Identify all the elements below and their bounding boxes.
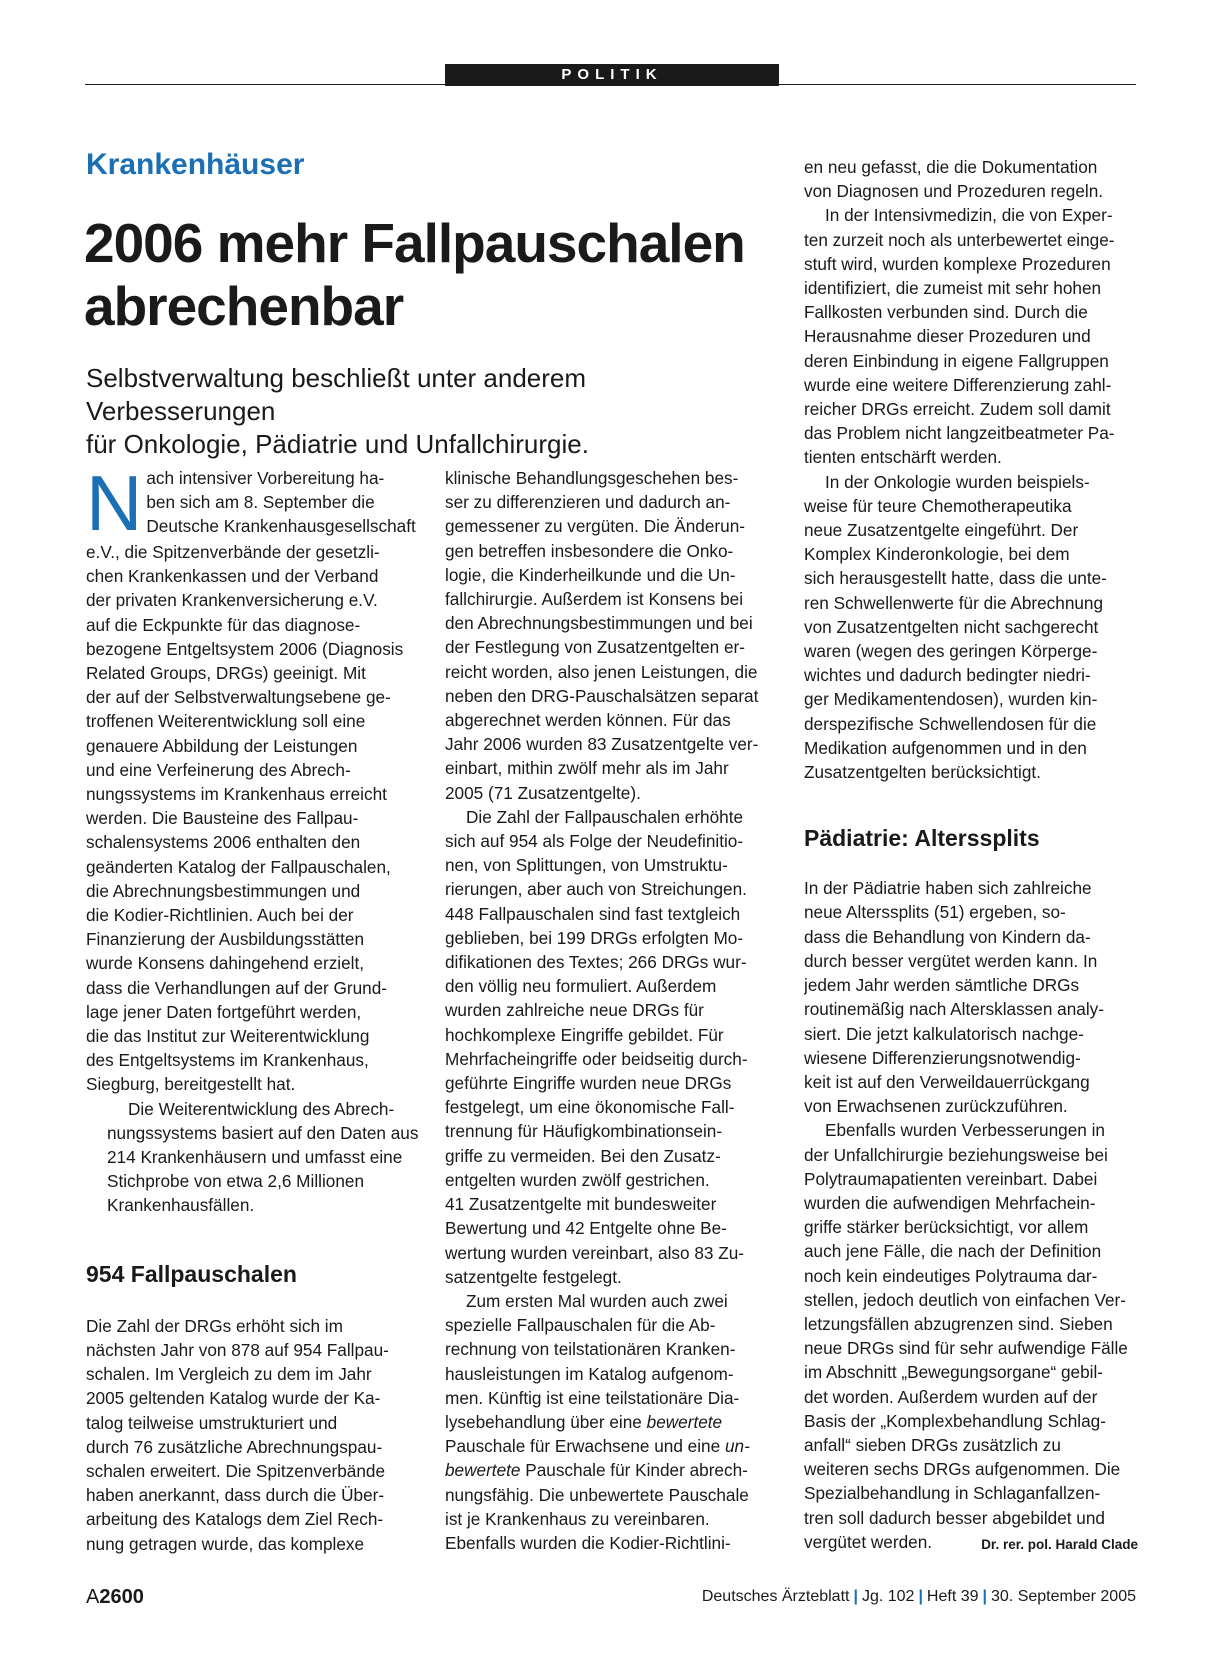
text-line: wertung wurden vereinbart, also 83 Zu-	[445, 1242, 745, 1263]
text-line: Mehrfacheingriffe oder beidseitig durch-	[445, 1048, 748, 1069]
text-line: der auf der Selbstverwaltungsebene ge-	[86, 687, 391, 708]
paragraph	[804, 470, 1138, 785]
text-line: ren Schwellenwerte für die Abrechnung	[804, 592, 1104, 613]
text-line: der Festlegung von Zusatzentgelten er-	[445, 637, 746, 658]
text-line: der privaten Krankenversicherung e.V.	[86, 590, 378, 611]
text-line: nungssystems basiert auf den Daten aus	[107, 1122, 419, 1143]
text-line: gen betreffen insbesondere die Onko-	[445, 540, 734, 561]
text-line: letzungsfällen abzugrenzen sind. Sieben	[804, 1313, 1113, 1334]
text-line: der Unfallchirurgie beziehungsweise bei	[804, 1144, 1108, 1165]
text-line: troffenen Weiterentwicklung soll eine	[86, 711, 366, 732]
text-line: weise für teure Chemotherapeutika	[804, 495, 1072, 516]
text-line: fallchirurgie. Außerdem ist Konsens bei	[445, 589, 744, 610]
text-line: talog teilweise umstrukturiert und	[86, 1412, 338, 1433]
text-line: haben anerkannt, dass durch die Über-	[86, 1485, 385, 1506]
subheading: 954 Fallpauschalen	[86, 1260, 297, 1287]
text-line: trennung für Häufigkombinationsein-	[445, 1121, 723, 1142]
text-line: von Zusatzentgelten nicht sachgerecht	[804, 616, 1099, 637]
text-line: im Abschnitt „Bewegungsorgane“ gebil-	[804, 1362, 1104, 1383]
text-line: dass die Verhandlungen auf der Grund-	[86, 977, 387, 998]
text-line: neue Zusatzentgelte eingeführt. Der	[804, 520, 1079, 541]
text-line: In der Intensivmedizin, die von Exper-	[825, 205, 1113, 226]
journal-date: 30. September 2005	[991, 1588, 1136, 1605]
text-line: spezielle Fallpauschalen für die Ab-	[445, 1315, 716, 1336]
text-line: 214 Krankenhäusern und umfasst eine	[107, 1147, 403, 1168]
text-line: Spezialbehandlung in Schlaganfallzen-	[804, 1483, 1101, 1504]
text-line: die Kodier-Richtlinien. Auch bei der	[86, 905, 354, 926]
text-line: dass die Behandlung von Kindern da-	[804, 926, 1091, 947]
emphasis: un-	[724, 1436, 750, 1457]
text-line: wichtes und dadurch bedingter niedri-	[804, 665, 1091, 686]
text-line: 2005 geltenden Katalog wurde der Ka-	[86, 1388, 381, 1409]
text-line: siert. Die jetzt kalkulatorisch nachge-	[804, 1023, 1084, 1044]
text-line: nungsfähig. Die unbewertete Pauschale	[445, 1484, 749, 1505]
text-line: Herausnahme dieser Prozeduren und	[804, 326, 1091, 347]
text-line: klinische Behandlungsgeschehen bes-	[445, 468, 739, 488]
text-line: tienten entschärft werden.	[804, 447, 1002, 468]
article-subtitle	[86, 362, 766, 461]
emphasis: bewertete	[445, 1460, 521, 1481]
text-line: nung getragen wurde, das komplexe	[86, 1533, 365, 1554]
text-line: durch 76 zusätzliche Abrechnungspau-	[86, 1436, 383, 1457]
text-line: rierungen, aber auch von Streichungen.	[445, 879, 747, 900]
text-line: stellen, jedoch deutlich von einfachen Ver-	[804, 1289, 1126, 1310]
text-line: nungssystems im Krankenhaus erreicht	[86, 784, 387, 805]
text-line: logie, die Kinderheilkunde und die Un-	[445, 564, 736, 585]
text-line: ist je Krankenhaus zu vereinbaren.	[445, 1508, 710, 1529]
text-line: derspezifische Schwellendosen für die	[804, 713, 1097, 734]
text-line: Polytraumapatienten vereinbart. Dabei	[804, 1168, 1098, 1189]
line-group	[86, 540, 420, 1097]
text-line: den völlig neu formuliert. Außerdem	[445, 976, 717, 997]
section-label: POLITIK	[445, 64, 779, 86]
text-line: Komplex Kinderonkologie, bei dem	[804, 544, 1070, 565]
page-number: A2600	[86, 1586, 144, 1608]
article-column-1	[86, 459, 420, 1556]
text-line: nen, von Splittungen, von Umstruktu-	[445, 855, 728, 876]
text-line: einbart, mithin zwölf mehr als im Jahr	[445, 758, 729, 779]
text-line: Related Groups, DRGs) geeinigt. Mit	[86, 663, 366, 684]
text-line: Jahr 2006 wurden 83 Zusatzentgelte ver-	[445, 734, 759, 755]
text-line: men. Künftig ist eine teilstationäre Dia-	[445, 1387, 740, 1408]
text-line: festgelegt, um eine ökonomische Fall-	[445, 1097, 735, 1118]
text-line: Siegburg, bereitgestellt hat.	[86, 1074, 296, 1095]
text-line: keit ist auf den Verweildauerrückgang	[804, 1071, 1090, 1092]
text-line: neue DRGs sind für sehr aufwendige Fälle	[804, 1338, 1128, 1359]
author-signature: Dr. rer. pol. Harald Clade	[981, 1536, 1138, 1552]
text-line: griffe stärker berücksichtigt, vor allem	[804, 1217, 1089, 1238]
text-line: wurden zahlreiche neue DRGs für	[445, 1000, 704, 1021]
text-line: reicht worden, also jenen Leistungen, die	[445, 661, 758, 682]
text-line: schalensystems 2006 enthalten den	[86, 832, 361, 853]
text-line: en neu gefasst, die die Dokumentation	[804, 157, 1098, 177]
text-line: geänderten Katalog der Fallpauschalen,	[86, 856, 391, 877]
paragraph	[445, 1289, 779, 1555]
text-line: hochkomplexe Eingriffe gebildet. Für	[445, 1024, 724, 1045]
paragraph	[804, 203, 1138, 469]
text-line: weiteren sechs DRGs aufgenommen. Die	[804, 1459, 1121, 1480]
article-column-3	[804, 155, 1138, 1557]
journal-name: Deutsches Ärzteblatt	[701, 1588, 850, 1605]
text-line: nächsten Jahr von 878 auf 954 Fallpau-	[86, 1339, 389, 1360]
text-line: die Abrechnungsbestimmungen und	[86, 880, 361, 901]
paragraph	[804, 155, 1138, 203]
text-line: Ebenfalls wurden Verbesserungen in	[825, 1120, 1105, 1141]
paragraph	[804, 1118, 1138, 1529]
paragraph	[86, 1097, 420, 1218]
subtitle-line: für Onkologie, Pädiatrie und Unfallchirurgie.	[86, 429, 589, 459]
text-line: den Abrechnungsbestimmungen und bei	[445, 613, 753, 634]
text-line: ten zurzeit noch als unterbewertet einge-	[804, 229, 1115, 250]
text-line: routinemäßig nach Altersklassen analy-	[804, 999, 1104, 1020]
text-line: 448 Fallpauschalen sind fast textgleich	[445, 903, 741, 924]
headline-line: 2006 mehr Fallpauschalen	[84, 212, 745, 274]
text-line: 41 Zusatzentgelte mit bundesweiter	[445, 1194, 717, 1215]
text-line: chen Krankenkassen und der Verband	[86, 566, 379, 587]
text-line: bewertete Pauschale für Kinder abrech-	[445, 1460, 748, 1481]
text-line: arbeitung des Katalogs dem Ziel Rech-	[86, 1509, 384, 1530]
text-line: schalen erweitert. Die Spitzenverbände	[86, 1460, 386, 1481]
journal-issue: Heft 39	[926, 1588, 979, 1605]
paragraph	[86, 1314, 420, 1556]
text-line: Die Zahl der Fallpauschalen erhöhte	[466, 806, 744, 827]
text-line: Bewertung und 42 Entgelte ohne Be-	[445, 1218, 727, 1239]
line-group	[445, 1289, 779, 1410]
text-line: Deutsche Krankenhausgesellschaft	[146, 516, 416, 537]
emphasis: bewertete	[646, 1411, 723, 1432]
text-line: Medikation aufgenommen und in den	[804, 737, 1087, 758]
text-line: In der Pädiatrie haben sich zahlreiche	[804, 878, 1092, 899]
text-line: lage jener Daten fortgeführt werden,	[86, 1001, 362, 1022]
text-line: Basis der „Komplexbehandlung Schlag-	[804, 1410, 1106, 1431]
text-line: und eine Verfeinerung des Abrech-	[86, 759, 351, 780]
text-line: stuft wird, wurden komplexe Prozeduren	[804, 253, 1111, 274]
article-column-2	[445, 466, 779, 1555]
text-line: entgelten wurden zwölf gestrichen.	[445, 1169, 710, 1190]
text-line: reicher DRGs erreicht. Zudem soll damit	[804, 399, 1111, 420]
text-line: von Erwachsenen zurückzuführen.	[804, 1096, 1068, 1117]
text-line: auf die Eckpunkte für das diagnose-	[86, 614, 361, 635]
text-line: griffe zu vermeiden. Bei den Zusatz-	[445, 1145, 721, 1166]
text-line: von Diagnosen und Prozeduren regeln.	[804, 181, 1104, 202]
subheading: Pädiatrie: Alterssplits	[804, 825, 1040, 852]
text-line: Die Zahl der DRGs erhöht sich im	[86, 1315, 343, 1336]
text-line: anfall“ sieben DRGs zusätzlich zu	[804, 1434, 1061, 1455]
text-line: rechnung von teilstationären Kranken-	[445, 1339, 736, 1360]
text-line: sich herausgestellt hatte, dass die unte-	[804, 568, 1107, 589]
text-line: satzentgelte festgelegt.	[445, 1266, 622, 1287]
text-line: e.V., die Spitzenverbände der gesetzli-	[86, 542, 380, 562]
subtitle-line: Selbstverwaltung beschließt unter anderem Verbesserungen	[86, 363, 587, 426]
text-line: ach intensiver Vorbereitung ha-	[146, 468, 385, 488]
journal-volume: Jg. 102	[861, 1588, 915, 1605]
text-line: auch jene Fälle, die nach der Definition	[804, 1241, 1102, 1262]
text-line: Ebenfalls wurden die Kodier-Richtlini-	[445, 1532, 731, 1553]
text-line: det worden. Außerdem wurden auf der	[804, 1386, 1098, 1407]
text-line: difikationen des Textes; 266 DRGs wur-	[445, 952, 747, 973]
text-line: des Entgeltsystems im Krankenhaus,	[86, 1050, 369, 1071]
text-line: das Problem nicht langzeitbeatmeter Pa-	[804, 423, 1115, 444]
text-line: Fallkosten verbunden sind. Durch die	[804, 302, 1088, 323]
paragraph	[445, 805, 779, 1289]
text-line: wurden die aufwendigen Mehrfachein-	[804, 1192, 1096, 1213]
paragraph	[86, 459, 420, 1097]
text-line: Die Weiterentwicklung des Abrech-	[128, 1098, 395, 1119]
text-line: identifiziert, die zumeist mit sehr hohen	[804, 278, 1102, 299]
text-line: lysebehandlung über eine bewertete	[445, 1411, 723, 1432]
text-line: sich auf 954 als Folge der Neudefinitio-	[445, 831, 744, 852]
text-line: geblieben, bei 199 DRGs erfolgten Mo-	[445, 927, 744, 948]
text-line: ben sich am 8. September die	[146, 492, 375, 513]
text-line: jedem Jahr werden sämtliche DRGs	[804, 975, 1080, 996]
text-line: ser zu differenzieren und dadurch an-	[445, 492, 731, 513]
text-line: waren (wegen des geringen Körperge-	[804, 641, 1098, 662]
text-line: durch besser vergütet werden kann. In	[804, 950, 1098, 971]
text-line: schalen. Im Vergleich zu dem im Jahr	[86, 1364, 372, 1385]
text-line: Zusatzentgelten berücksichtigt.	[804, 762, 1041, 783]
page-footer	[0, 1586, 1221, 1610]
paragraph	[445, 466, 779, 805]
headline-line: abrechenbar	[84, 275, 404, 337]
text-line: neben den DRG-Pauschalsätzen separat	[445, 685, 759, 706]
text-line: abgerechnet werden können. Für das	[445, 710, 731, 731]
text-line: die das Institut zur Weiterentwicklung	[86, 1026, 370, 1047]
article-headline	[84, 212, 764, 338]
text-line: Stichprobe von etwa 2,6 Millionen	[107, 1171, 365, 1192]
text-line: geführte Eingriffe wurden neue DRGs	[445, 1073, 732, 1094]
text-line: bezogene Entgeltsystem 2006 (Diagnosis	[86, 638, 404, 659]
text-line: wiesene Differenzierungsnotwendig-	[804, 1047, 1081, 1068]
text-line: noch kein eindeutiges Polytrauma dar-	[804, 1265, 1098, 1286]
text-line: vergütet werden. Dr. rer. pol. Harald Clade	[804, 1530, 1138, 1557]
text-line: ger Medikamentendosen), wurden kin-	[804, 689, 1098, 710]
text-line: Pauschale für Erwachsene und eine un-	[445, 1436, 750, 1457]
text-line: Finanzierung der Ausbildungsstätten	[86, 929, 365, 950]
text-line: gemessener zu vergüten. Die Änderun-	[445, 516, 745, 537]
text-line: Zum ersten Mal wurden auch zwei	[466, 1290, 728, 1311]
text-line: Krankenhausfällen.	[107, 1195, 255, 1216]
article-kicker: Krankenhäuser	[86, 148, 305, 181]
text-line: In der Onkologie wurden beispiels-	[825, 471, 1090, 492]
paragraph	[804, 876, 1138, 1118]
text-line: deren Einbindung in eigene Fallgruppen	[804, 350, 1109, 371]
journal-info: Deutsches Ärzteblatt | Jg. 102 | Heft 39 | 30. September 2005	[701, 1588, 1136, 1605]
line-group	[445, 1483, 779, 1556]
drop-cap: N	[86, 459, 143, 547]
text-line: hausleistungen im Katalog aufgenom-	[445, 1363, 734, 1384]
text-line: neue Alterssplits (51) ergeben, so-	[804, 902, 1066, 923]
text-line: werden. Die Bausteine des Fallpau-	[86, 808, 359, 829]
text-line: tren soll dadurch besser abgebildet und	[804, 1507, 1105, 1528]
text-line: wurde eine weitere Differenzierung zahl-	[804, 374, 1112, 395]
text-line: 2005 (71 Zusatzentgelte).	[445, 782, 641, 803]
text-line: wurde Konsens dahingehend erzielt,	[86, 953, 365, 974]
text-line: genauere Abbildung der Leistungen	[86, 735, 358, 756]
